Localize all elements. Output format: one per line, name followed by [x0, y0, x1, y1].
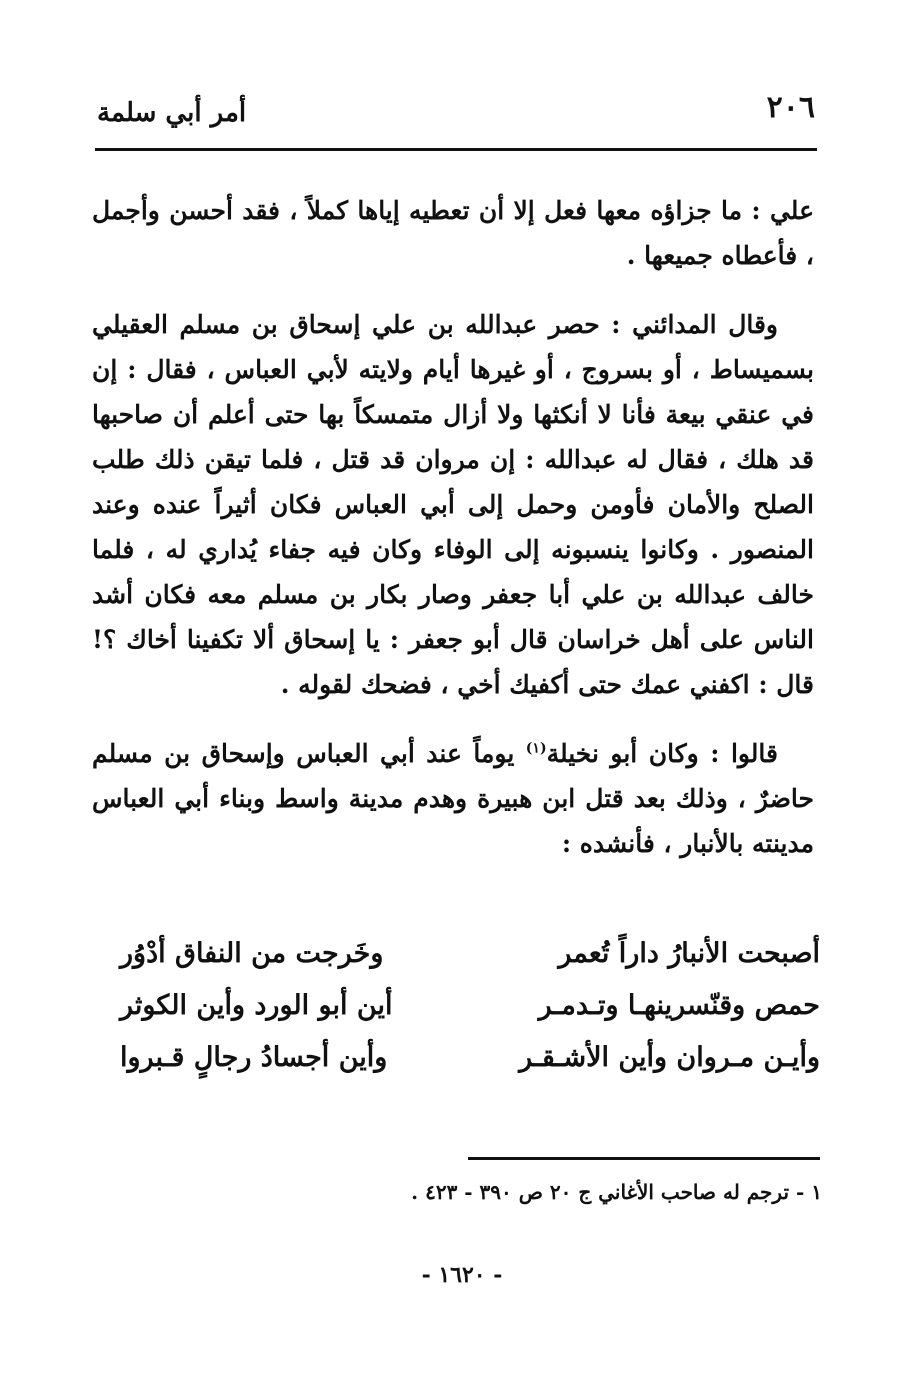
verse-second-hemistich: أين أبو الورد وأين الكوثر	[120, 990, 393, 1021]
main-text	[92, 188, 814, 890]
verse-first-hemistich: حمص وقنّسرينهـا وتـدمـر	[538, 990, 820, 1021]
bottom-page-number: - ١٦٢٠ -	[421, 1262, 503, 1288]
verse-second-hemistich: وخَرجت من النفاق أدْوُر	[120, 938, 384, 969]
footnote-reference: (١)	[525, 740, 547, 757]
verse-first-hemistich: وأيـن مـروان وأين الأشـقـر	[519, 1042, 820, 1073]
footnote: ١ - ترجم له صاحب الأغاني ج ٢٠ ص ٣٩٠ - ٤٢٣ .	[411, 1180, 822, 1204]
paragraph-3	[92, 731, 814, 866]
poem	[120, 928, 820, 1084]
verse-first-hemistich: أصبحت الأنبارُ داراً تُعمر	[558, 938, 820, 969]
poem-verse	[120, 1032, 820, 1084]
paragraph-2: وقال المدائني : حصر عبدالله بن علي إسحاق بن مسلم العقيلي بسميساط ، أو بسروج ، أو غيرها أيام ولايته لأبي العباس ، فقال : إن في عنقي بيعة فأنا لا أنكثها ولا أزال متمسكاً بها حتى أعلم أن صاحبها قد هلك ، فقال له عبدالله : إن مروان قد قتل ، فلما تيقن ذلك طلب الصلح والأمان فأومن وحمل إلى أبي العباس فكان أثيراً عنده وعند المنصور . وكانوا ينسبونه إلى الوفاء وكان فيه جفاء يُداري له ، فلما خالف عبدالله بن علي أبا جعفر وصار بكار بن مسلم معه فكان أشد الناس على أهل خراسان قال أبو جعفر : يا إسحاق ألا تكفينا أخاك ؟! قال : اكفني عمك حتى أكفيك أخي ، فضحك لقوله .	[92, 310, 814, 699]
running-title: أمر أبي سلمة	[97, 98, 247, 128]
poem-verse	[120, 928, 820, 980]
header-rule	[95, 148, 817, 151]
paragraph-3-start: قالوا : وكان أبو نخيلة	[546, 739, 778, 768]
paragraph-1: علي : ما جزاؤه معها فعل إلا أن تعطيه إياها كملاً ، فقد أحسن وأجمل ، فأعطاه جميعها .	[92, 196, 814, 270]
verse-second-hemistich: وأين أجسادُ رجالٍ قـبروا	[120, 1042, 388, 1073]
page-number: ٢٠٦	[766, 90, 815, 125]
page-header	[95, 88, 815, 138]
paragraph-3-rest: يوماً عند أبي العباس وإسحاق بن مسلم حاضرٌ ، وذلك بعد قتل ابن هبيرة وهدم مدينة واسط وبناء أبي العباس مدينته بالأنبار ، فأنشده :	[92, 739, 814, 858]
poem-verse	[120, 980, 820, 1032]
footnote-rule	[468, 1157, 820, 1160]
